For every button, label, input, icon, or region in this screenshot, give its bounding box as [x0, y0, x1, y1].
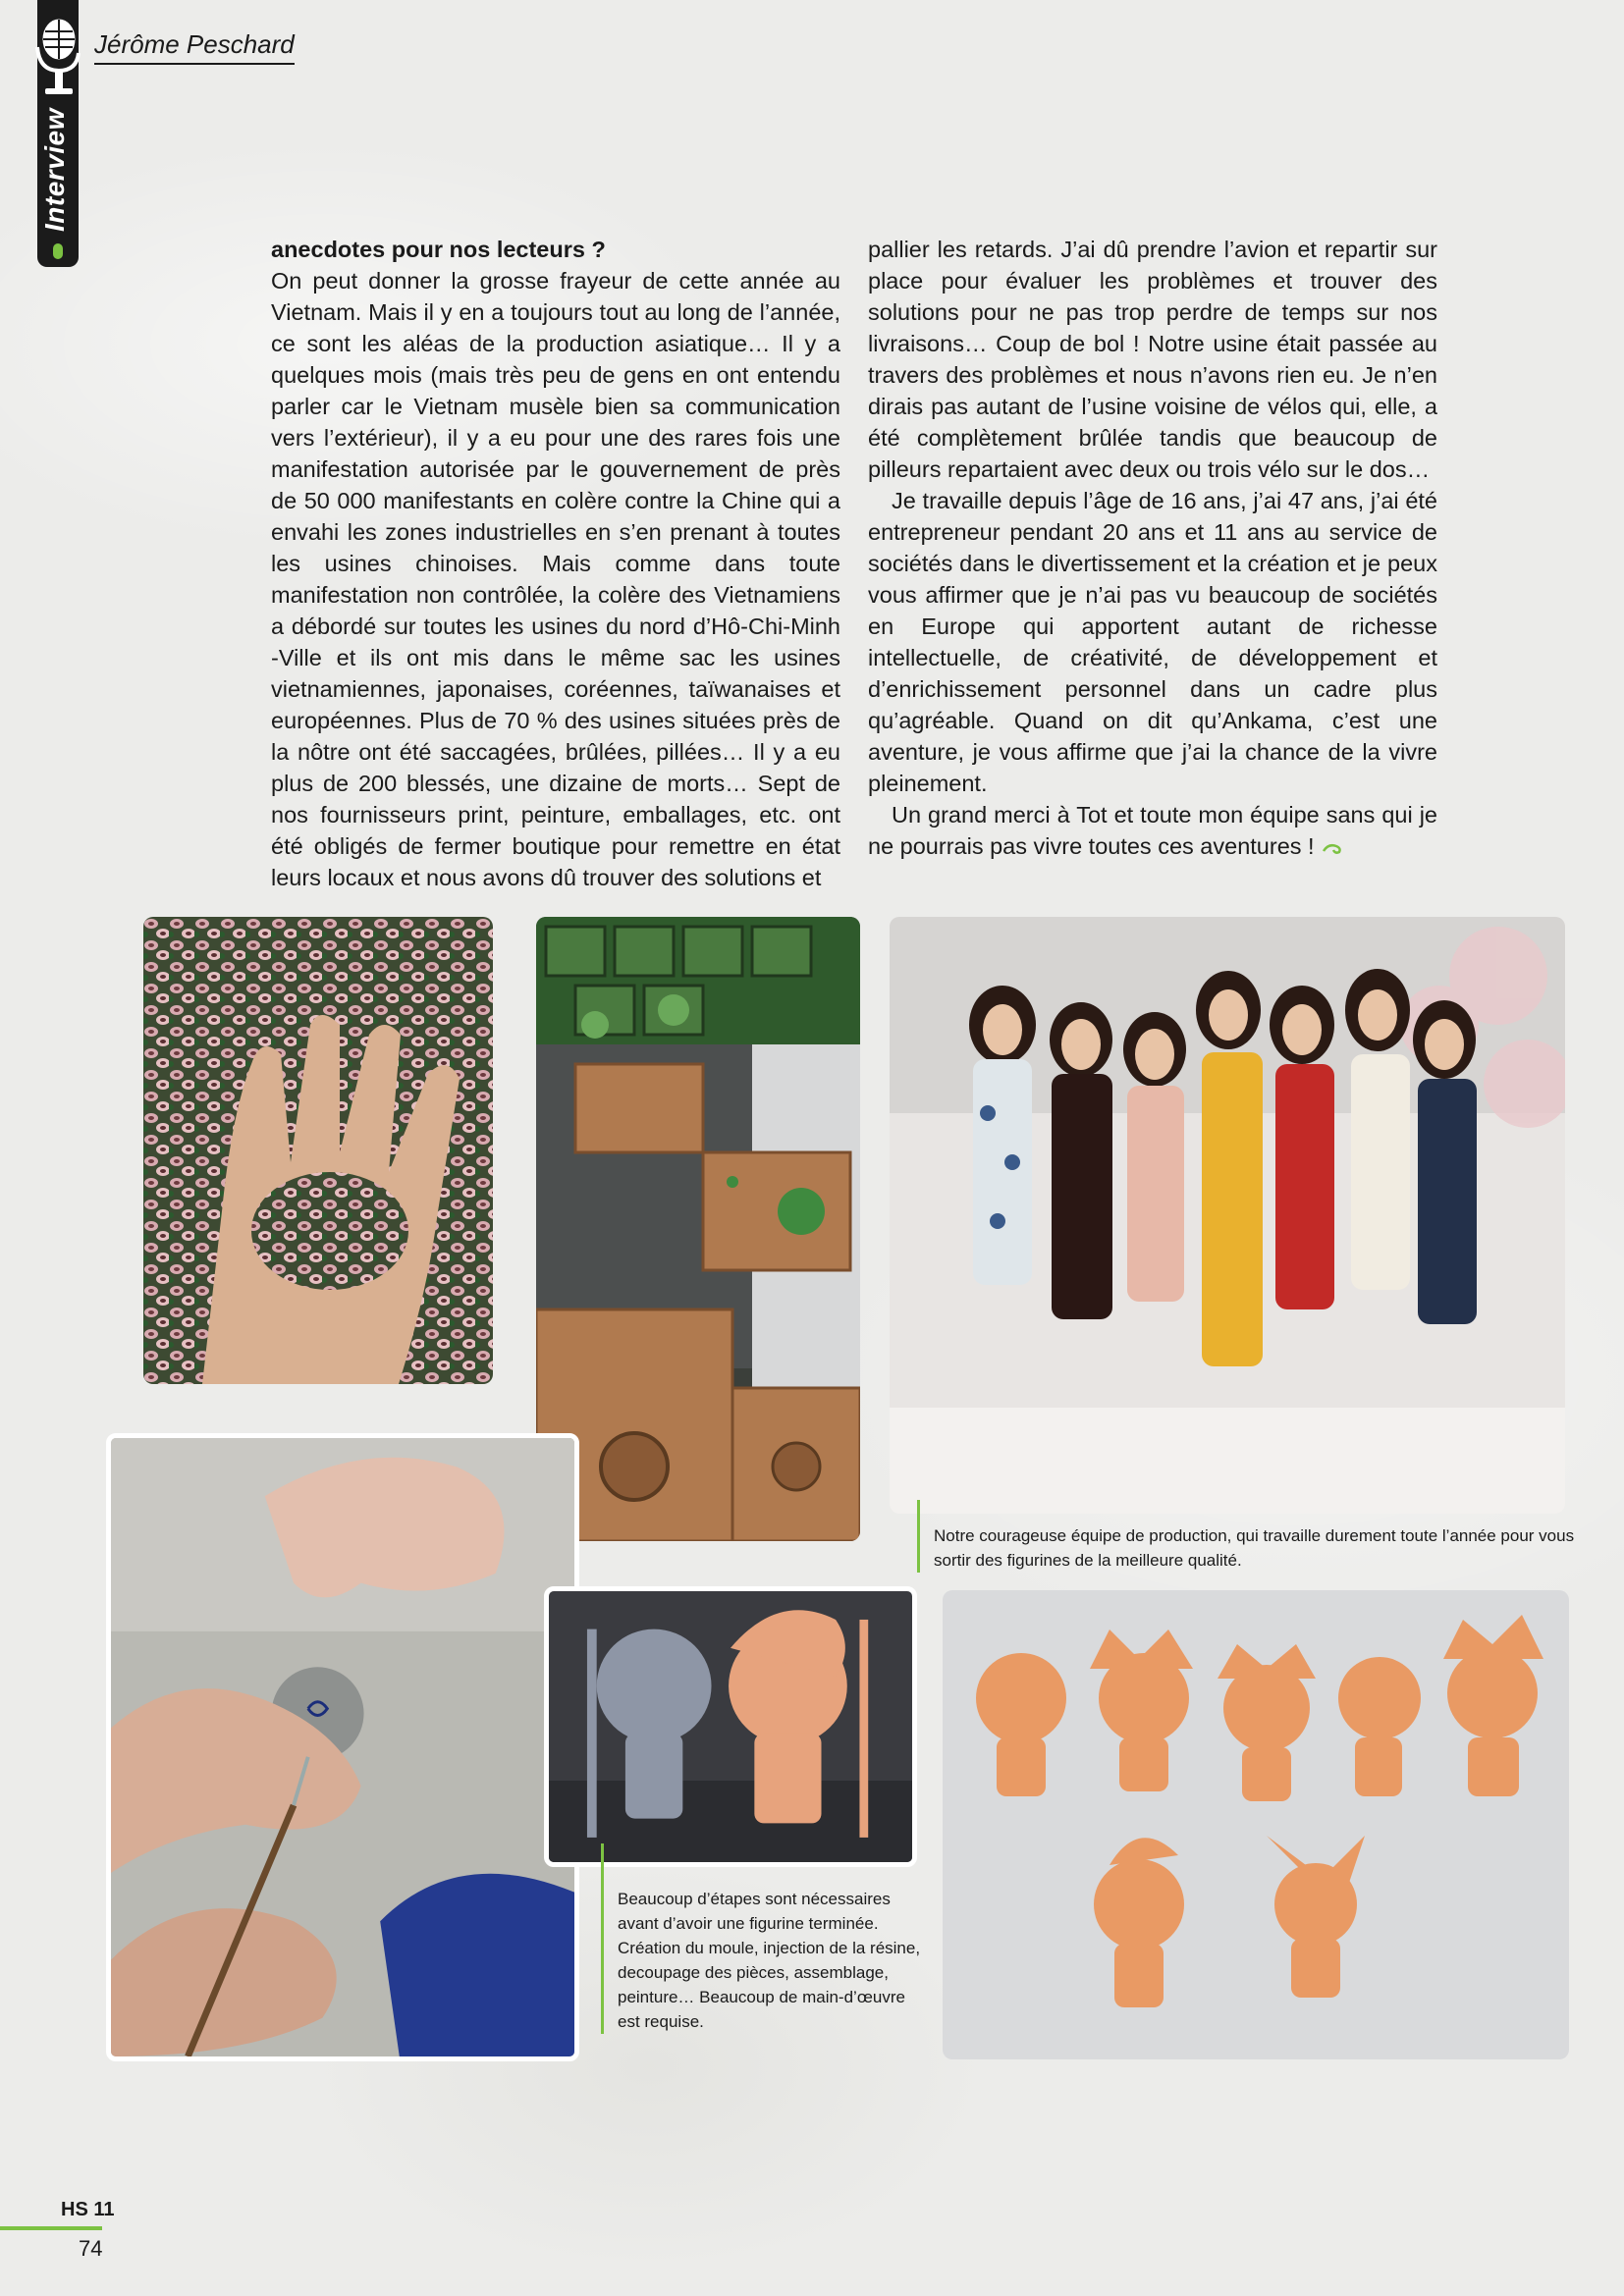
- answer-paragraph: On peut donner la grosse frayeur de cette année au Vietnam. Mais il y en a toujours tout au long de l’année, ce sont les aléas de la production asiatique… Il y a quelques mois (mais très peu de gens en ont entendu parler car le Vietnam musèle bien sa communication vers l’extérieur), il y a eu pour une des rares fois une manifestation autorisée par le gouvernement de près de 50 000 manifestants en colère contre la Chine qui a envahi les zones industrielles en s’en prenant à toutes les usines chinoises. Mais comme dans toute manifestation non contrôlée, la colère des Vietnamiens a débordé sur toutes les usines du nord d’Hô-Chi-Minh -Ville et ils ont mis dans le même sac les usines vietnamiennes, japonaises, coréennes, taïwanaises et européennes. Plus de 70 % des usines situées près de la nôtre ont été saccagées, brûlées, pillées… Il y a eu plus de 200 blessés, une dizaine de morts… Sept de nos fournisseurs print, peinture, emballages, etc. ont été obligés de fermer boutique pour remettre en état leurs locaux et nous avons dû trouver des solutions et: [271, 268, 840, 890]
- photo-production-team: [890, 917, 1565, 1514]
- caption-steps: Beaucoup d’étapes sont nécessaires avant d’avoir une figurine terminée. Création du moule, injection de la résine, decoupage des pièces, assemblage, peinture… Beaucoup de main-d’œuvre est requise.: [618, 1890, 921, 2031]
- microphone-icon: [27, 14, 86, 100]
- author-name: Jérôme Peschard: [94, 29, 295, 65]
- answer-paragraph-career: Je travaille depuis l’âge de 16 ans, j’ai 47 ans, j’ai été entrepreneur pendant 20 ans et 11 ans au service de sociétés dans le divertissement et la création et je peux vous affirmer que je n’ai pas vu beaucoup de sociétés en Europe qui apportent autant de richesse intellectuelle, de créativité, de développement et d’enrichissement personnel dans un cadre plus qu’agréable. Quand on dit qu’Ankama, c’est une aventure, je vous affirme que j’ai la chance de la vivre pleinement.: [868, 488, 1437, 796]
- footer-rule: [0, 2226, 102, 2230]
- caption-team-wrapper: [917, 1500, 1582, 1573]
- photo-grey-and-orange-figurines: [544, 1586, 917, 1867]
- caption-steps-wrapper: [601, 1843, 932, 2034]
- issue-label: HS 11: [61, 2199, 115, 2220]
- photo-resin-parts: [143, 917, 493, 1384]
- question: anecdotes pour nos lecteurs ?: [271, 237, 606, 262]
- page-number: 74: [79, 2236, 103, 2261]
- photo-game-board: [536, 917, 860, 1541]
- article-column-right: [868, 234, 1437, 862]
- answer-paragraph-continued: pallier les retards. J’ai dû prendre l’avion et repartir sur place pour évaluer les problèmes et trouver des solutions pour ne pas trop perdre de temps sur nos livraisons… Coup de bol ! Notre usine était passée au travers des problèmes et nous n’avons rien eu. Je n’en dirais pas autant de l’usine voisine de vélos qui, elle, a été complètement brûlée tandis que beaucoup de pilleurs repartaient avec deux ou trois vélo sur le dos…: [868, 237, 1437, 482]
- answer-paragraph-thanks: Un grand merci à Tot et toute mon équipe sans qui je ne pourrais pas vivre toutes ces aventures !: [868, 802, 1437, 859]
- photo-painting-figurine: [106, 1433, 579, 2061]
- photo-orange-resin-figurines: [943, 1590, 1569, 2059]
- section-accent: [53, 243, 63, 259]
- end-of-article-icon: [1321, 841, 1344, 855]
- caption-team: Notre courageuse équipe de production, qui travaille durement toute l’année pour vous sortir des figurines de la meilleure qualité.: [934, 1526, 1575, 1570]
- section-label: Interview: [39, 108, 70, 232]
- article-column-left: [271, 234, 840, 893]
